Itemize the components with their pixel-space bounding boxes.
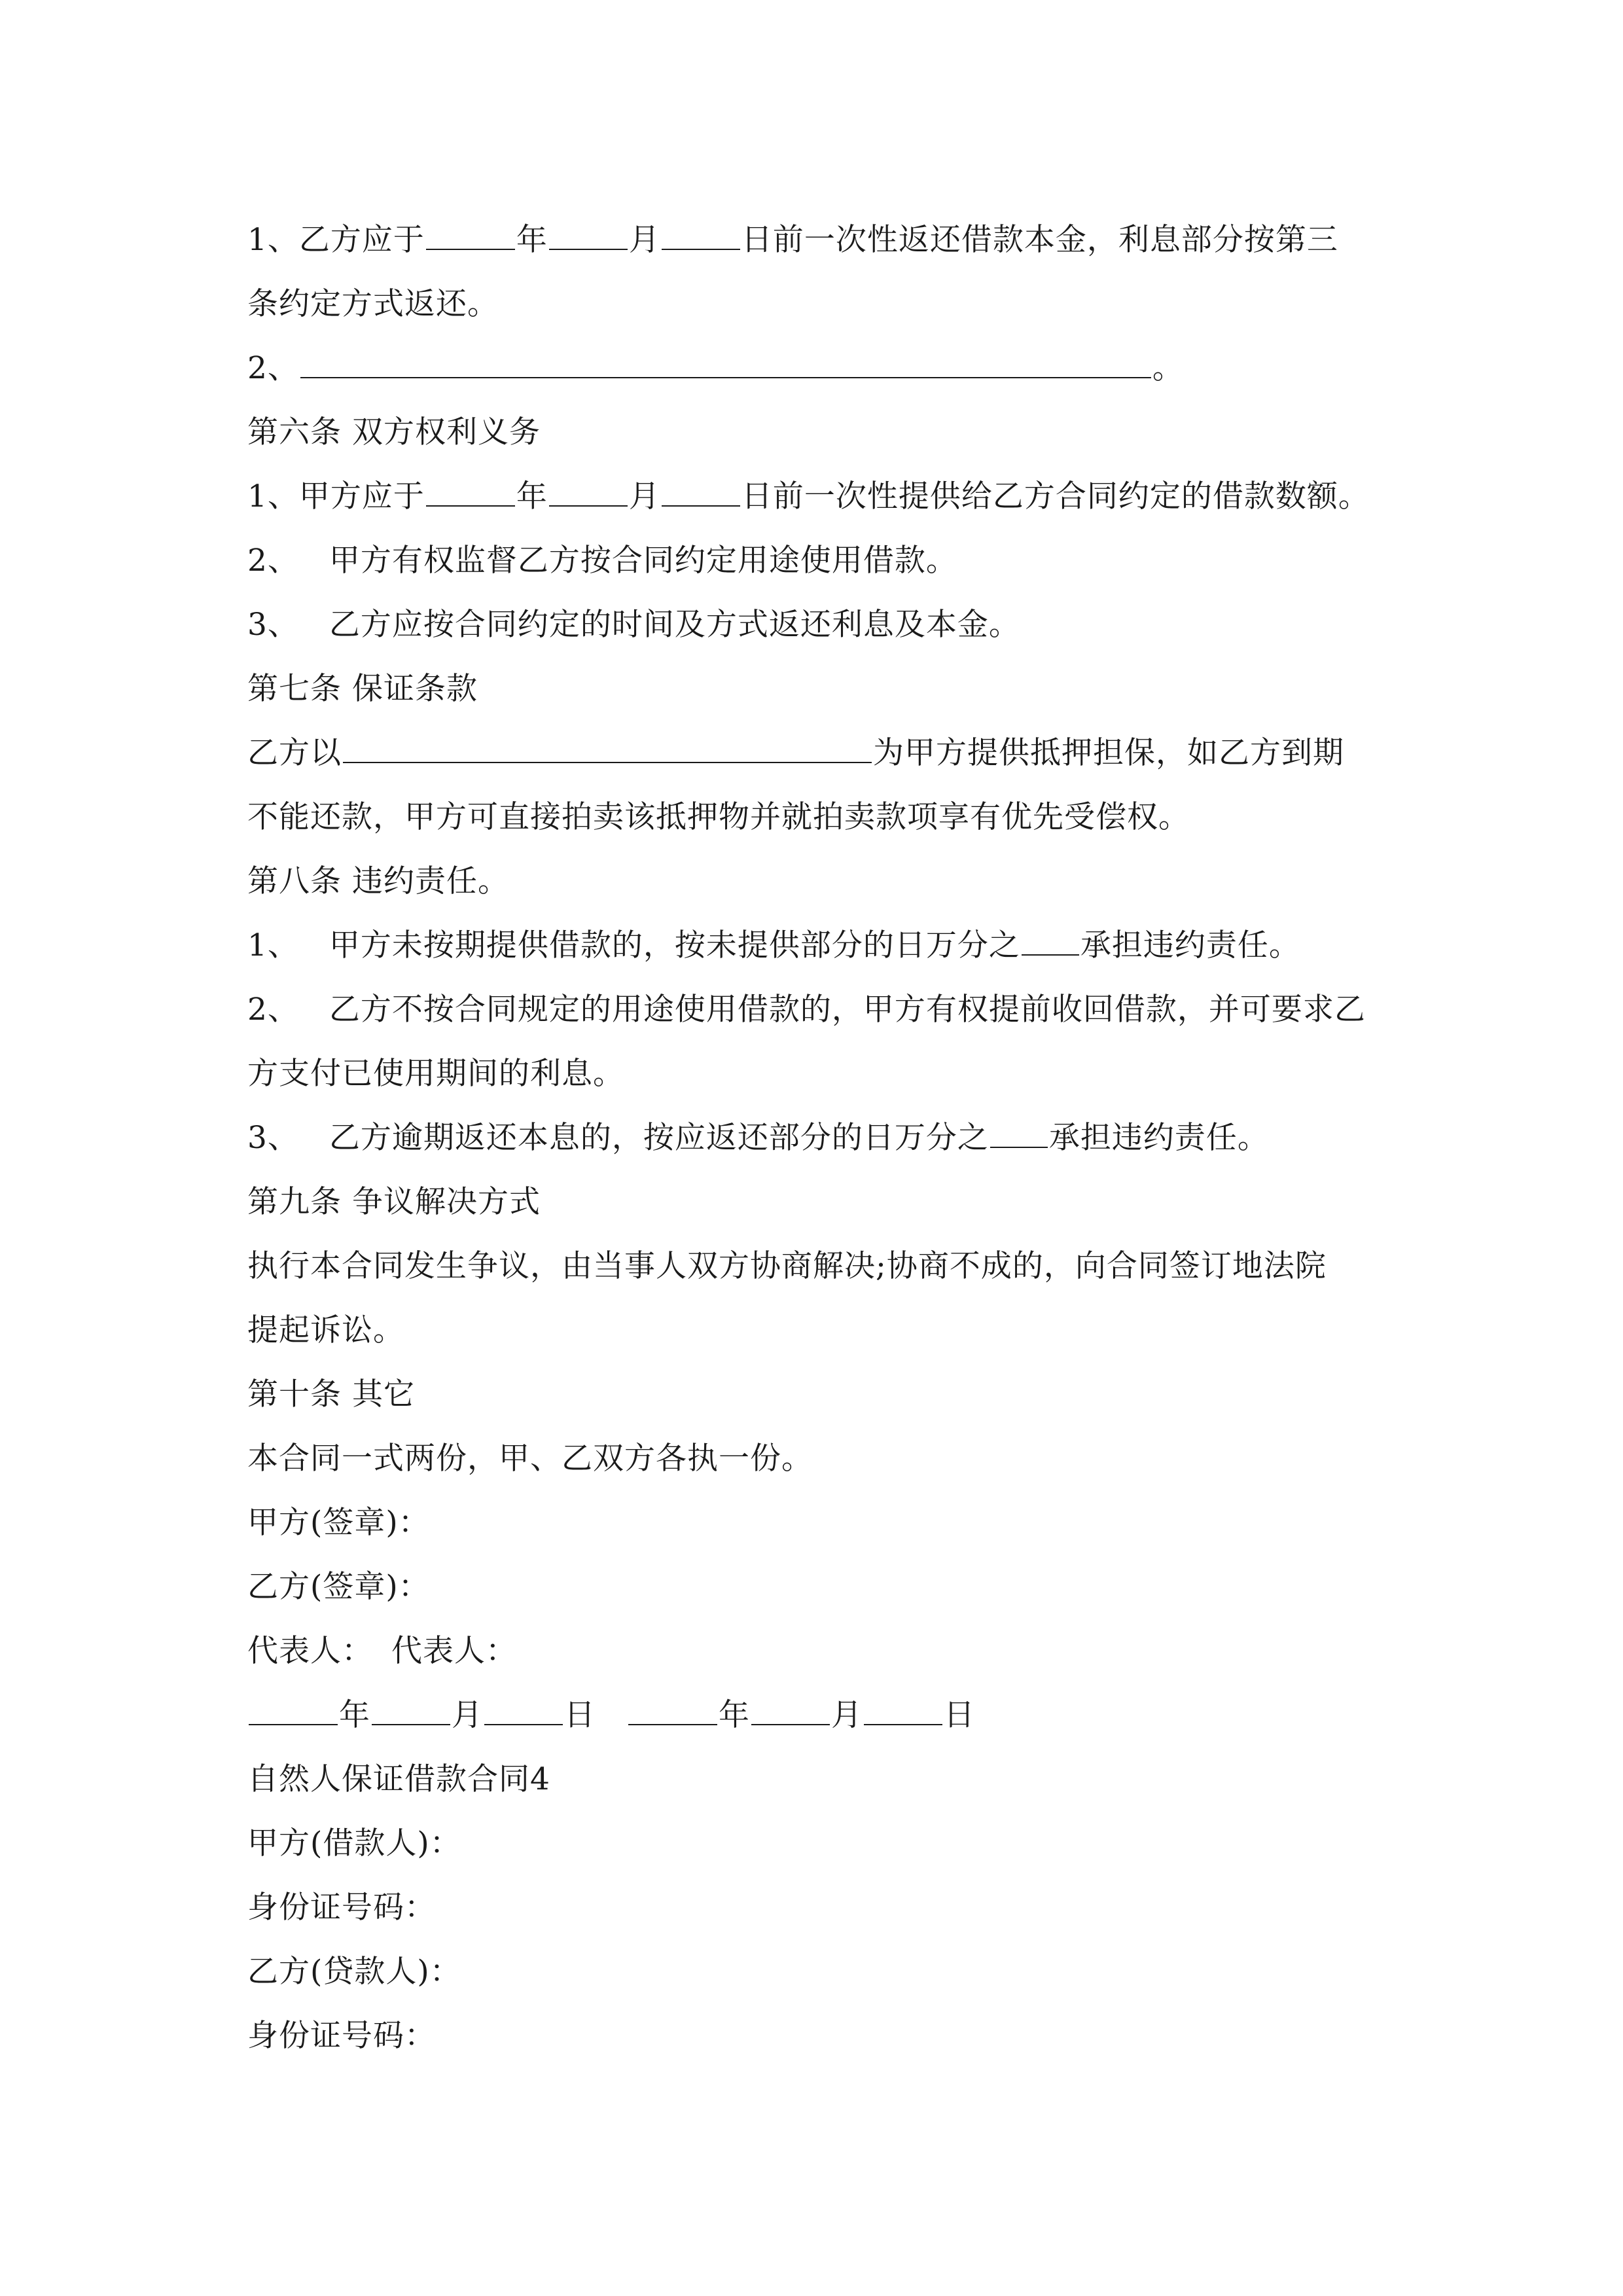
text: 月 [452, 1697, 483, 1733]
signature-party-b [247, 1555, 1399, 1619]
article5-item1-line2 [247, 272, 1399, 336]
text: 甲方有权监督乙方按合同约定用途使用借款。 [329, 543, 957, 579]
text: 条约定方式返还。 [247, 286, 499, 322]
text: 方支付已使用期间的利息。 [247, 1056, 624, 1092]
article10-title [247, 1363, 1399, 1427]
blank-rate[interactable] [1022, 922, 1079, 956]
text: 年 [516, 222, 548, 258]
article6-item3 [247, 593, 1399, 657]
next-contract-lender-id [247, 1876, 1399, 1940]
article7-title [247, 657, 1399, 721]
text: 乙方以 [247, 735, 342, 771]
text: 乙方应按合同约定的时间及方式返还利息及本金。 [329, 607, 1020, 643]
item-number: 3、 [247, 607, 299, 643]
text: 不能还款，甲方可直接拍卖该抵押物并就拍卖款项享有优先受偿权。 [247, 799, 1190, 835]
article6-item1 [247, 465, 1399, 529]
signature-label: 乙方(签章)： [247, 1569, 430, 1605]
text: 日前一次性返还借款本金，利息部分按第三 [741, 222, 1338, 258]
blank-month[interactable] [751, 1691, 830, 1725]
representative-label: 代表人： [247, 1633, 373, 1669]
party-label: 甲方(借款人)： [247, 1825, 461, 1861]
blank-day[interactable] [662, 216, 740, 250]
blank-day[interactable] [864, 1691, 942, 1725]
article8-item2-line2 [247, 1042, 1399, 1106]
article5-item1-line1 [247, 208, 1399, 272]
blank-year[interactable] [628, 1691, 717, 1725]
article10-text [247, 1427, 1399, 1491]
blank-collateral[interactable] [343, 729, 872, 763]
next-contract-title [247, 1748, 1399, 1812]
item-number: 2、 [247, 992, 299, 1028]
blank-month[interactable] [549, 473, 628, 507]
text: 执行本合同发生争议，由当事人双方协商解决;协商不成的，向合同签订地法院 [247, 1248, 1327, 1284]
id-label: 身份证号码： [247, 2018, 436, 2054]
next-contract-borrower-id [247, 2004, 1399, 2068]
signature-label: 甲方(签章)： [247, 1505, 430, 1541]
text: 甲方未按期提供借款的，按未提供部分的日万分之 [329, 927, 1020, 963]
article8-title [247, 850, 1399, 914]
text: 承担违约责任。 [1048, 1120, 1269, 1156]
representatives [247, 1619, 1399, 1683]
text: 提起诉讼。 [247, 1312, 404, 1348]
text: 月 [628, 478, 660, 514]
article6-item2 [247, 529, 1399, 593]
text: 1、乙方应于 [247, 222, 425, 258]
text: 承担违约责任。 [1080, 927, 1300, 963]
item-number: 1、 [247, 927, 299, 963]
signature-party-a [247, 1491, 1399, 1555]
article7-line2 [247, 785, 1399, 850]
text: 日 [944, 1697, 975, 1733]
signature-dates [247, 1683, 1399, 1748]
article7-line1 [247, 721, 1399, 785]
text: 为甲方提供抵押担保，如乙方到期 [873, 735, 1344, 771]
section-heading: 第八条 违约责任。 [247, 863, 509, 899]
blank-day[interactable] [484, 1691, 563, 1725]
text: 。 [1152, 350, 1184, 386]
text: 年 [339, 1697, 370, 1733]
article9-title [247, 1170, 1399, 1234]
blank-day[interactable] [662, 473, 740, 507]
article6-title [247, 401, 1399, 465]
section-heading: 第六条 双方权利义务 [247, 414, 541, 450]
item-number: 3、 [247, 1120, 299, 1156]
text: 日 [564, 1697, 596, 1733]
text: 月 [831, 1697, 863, 1733]
id-label: 身份证号码： [247, 1890, 436, 1926]
article9-line2 [247, 1299, 1399, 1363]
section-heading: 第九条 争议解决方式 [247, 1184, 541, 1220]
blank-rate[interactable] [990, 1114, 1048, 1148]
contract-title: 自然人保证借款合同4 [247, 1761, 550, 1797]
next-contract-borrower [247, 1940, 1399, 2004]
next-contract-lender [247, 1812, 1399, 1876]
section-heading: 第十条 其它 [247, 1376, 415, 1412]
blank-month[interactable] [549, 216, 628, 250]
text: 1、甲方应于 [247, 478, 425, 514]
text: 年 [516, 478, 548, 514]
blank-year[interactable] [426, 216, 515, 250]
article8-item2-line1 [247, 978, 1399, 1042]
text: 年 [719, 1697, 750, 1733]
text: 日前一次性提供给乙方合同约定的借款数额。 [741, 478, 1370, 514]
blank-month[interactable] [372, 1691, 450, 1725]
blank-year[interactable] [426, 473, 515, 507]
item-number: 2、 [247, 543, 299, 579]
blank-item2[interactable] [300, 344, 1151, 378]
text: 乙方不按合同规定的用途使用借款的，甲方有权提前收回借款，并可要求乙 [329, 992, 1366, 1028]
article8-item1 [247, 914, 1399, 978]
section-heading: 第七条 保证条款 [247, 671, 478, 707]
party-label: 乙方(贷款人)： [247, 1954, 461, 1990]
text: 本合同一式两份，甲、乙双方各执一份。 [247, 1441, 813, 1477]
article8-item3 [247, 1106, 1399, 1170]
blank-year[interactable] [249, 1691, 338, 1725]
document-page [247, 208, 1399, 2068]
text: 2、 [247, 350, 299, 386]
text: 乙方逾期返还本息的，按应返还部分的日万分之 [329, 1120, 989, 1156]
article9-line1 [247, 1234, 1399, 1299]
article5-item2 [247, 336, 1399, 401]
representative-label: 代表人： [391, 1633, 517, 1669]
text: 月 [628, 222, 660, 258]
